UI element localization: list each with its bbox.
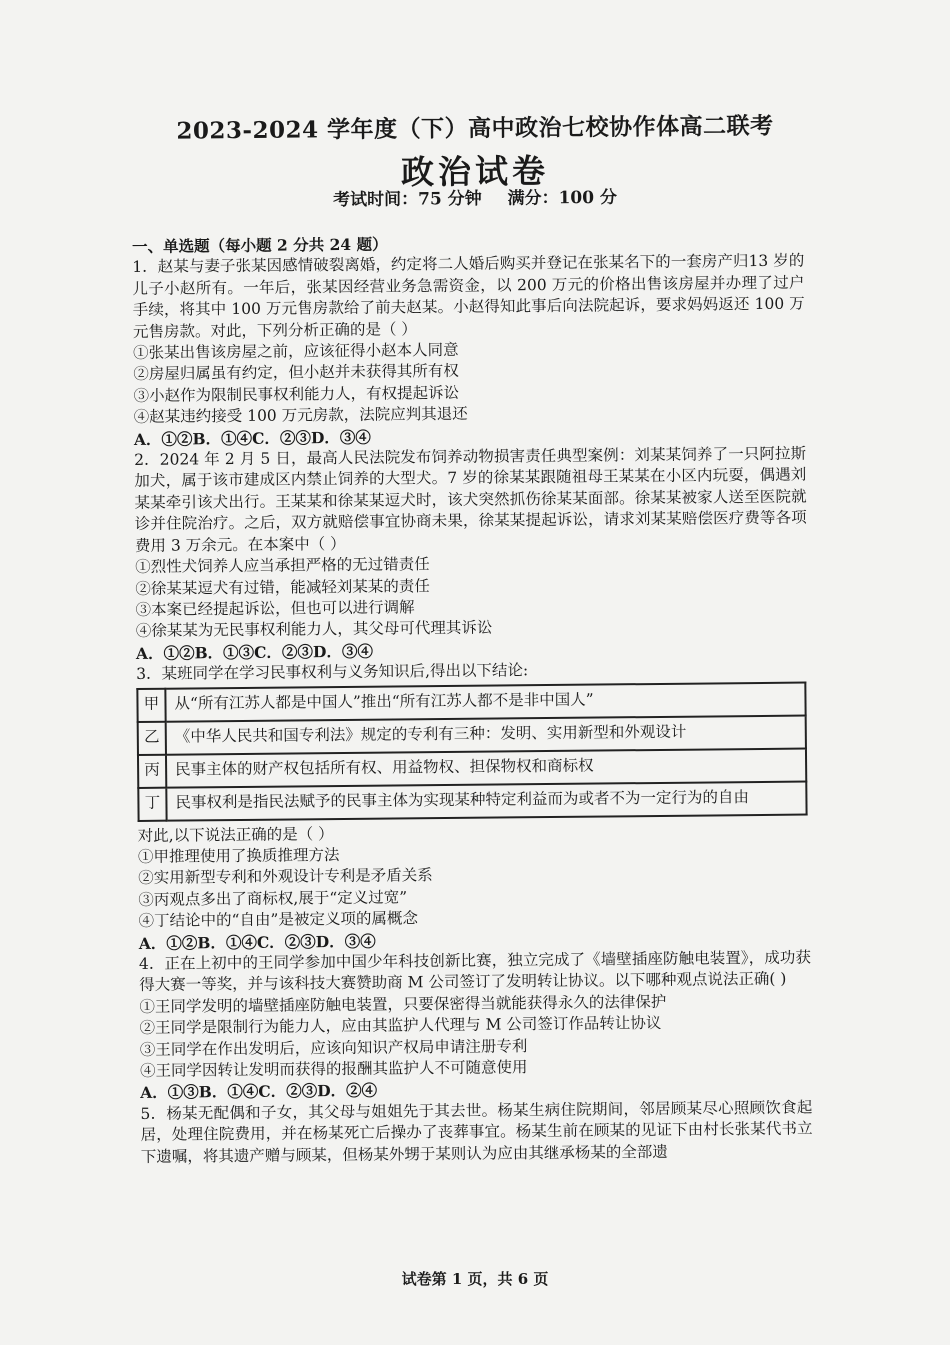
question-4-stem: 4．正在上初中的王同学参加中国少年科技创新比赛，独立完成了《墙壁插座防触电装置》，成功获得大赛一等奖，并与该科技大赛赞助商 M 公司签订了发明转让协议。以下哪种观点说法正确( ) [138, 948, 812, 995]
table-row-label: 甲 [137, 688, 165, 721]
question-2-option-3: ③本案已经提起诉讼，但也可以进行调解 [135, 598, 415, 619]
question-1-option-1: ①张某出售该房屋之前，应该征得小赵本人同意 [133, 340, 459, 363]
table-row-text: 民事权利是指民法赋予的民事主体为实现某种特定利益而为或者不为一定行为的自由 [166, 781, 806, 820]
question-3-option-1: ①甲推理使用了换质推理方法 [137, 845, 340, 866]
section-title: 一、单选题（每小题 2 分共 24 题） [132, 234, 388, 256]
question-4-option-2: ②王同学是限制行为能力人，应由其监护人代理与 M 公司签订作品转让协议 [139, 1014, 662, 1038]
table-row-text: 民事主体的财产权包括所有权、用益物权、担保物权和商标权 [166, 748, 806, 787]
table-row-label: 乙 [138, 721, 166, 754]
question-3-table [136, 681, 807, 821]
question-3-stem: 3．某班同学在学习民事权利与义务知识后,得出以下结论: [136, 661, 529, 684]
question-3-option-4: ④丁结论中的“自由”是被定义项的属概念 [138, 909, 419, 931]
question-1-option-4: ④赵某违约接受 100 万元房款，法院应判其退还 [133, 405, 468, 427]
question-4-answers: A．①③B．①④C．②③D．②④ [140, 1081, 378, 1103]
question-3-prompt: 对此,以下说法正确的是（ ） [137, 824, 334, 845]
question-1-option-3: ③小赵作为限制民事权利能力人，有权提起诉讼 [133, 383, 460, 405]
question-2-stem: 2．2024 年 2 月 5 日，最高人民法院发布饲养动物损害责任典型案例：刘某某饲养了一只阿拉斯加犬，属于该市建成区内禁止饲养的大型犬。7 岁的徐某某跟随祖母王某某在小区内玩耍，偶遇刘某某牵引该犬出行。王某某和徐某某逗犬时，该犬突然抓伤徐某某面部。徐某某被家人送至医院就诊并住院治疗。之后，双方就赔偿事宜协商未果，徐某某提起诉讼，请求刘某某赔偿医疗费等各项费用 3 万余元。在本案中（ ） [134, 444, 807, 555]
question-2-option-4: ④徐某某为无民事权利能力人，其父母可代理其诉讼 [135, 618, 493, 641]
question-5-stem: 5．杨某无配偶和子女，其父母与姐姐先于其去世。杨某生病住院期间，邻居顾某尽心照顾饮食起居，处理住院费用，并在杨某死亡后操办了丧葬事宜。杨某生前在顾某的见证下由村长张某代书立下遗嘱，将其遗产赠与顾某，但杨某外甥于某则认为应由其继承杨某的全部遗 [140, 1098, 813, 1166]
question-3-answers: A．①②B．①④C．②③D．③④ [138, 931, 376, 953]
question-1-stem: 1．赵某与妻子张某因感情破裂离婚，约定将二人婚后购买并登记在张某名下的一套房产归13 岁的儿子小赵所有。一年后，张某因经营业务急需资金，以 200 万元的价格出售该房屋并办理了过户手续，将其中 100 万元售房款给了前夫赵某。小赵得知此事后向法院起诉，要求妈妈返还 100 万元售房款。对此，下列分析正确的是（ ） [132, 251, 805, 341]
question-4-option-4: ④王同学因转让发明而获得的报酬其监护人不可随意使用 [139, 1058, 528, 1080]
exam-header-line: 2023-2024 学年度（下）高中政治七校协作体高二联考 [176, 112, 774, 145]
exam-title: 政治试卷 [400, 151, 550, 192]
question-2-option-1: ①烈性犬饲养人应当承担严格的无过错责任 [135, 555, 430, 577]
question-2-answers: A．①②B．①③C．②③D．③④ [135, 641, 373, 663]
table-row [138, 781, 806, 820]
exam-content [132, 230, 813, 1168]
question-1-option-2: ②房屋归属虽有约定，但小赵并未获得其所有权 [133, 362, 459, 384]
question-4-option-3: ③王同学在作出发明后，应该向知识产权局申请注册专利 [139, 1036, 528, 1059]
table-row-label: 丁 [138, 787, 166, 820]
question-4-option-1: ①王同学发明的墙壁插座防触电装置，只要保密得当就能获得永久的法律保护 [139, 992, 667, 1016]
page-footer: 试卷第 1 页，共 6 页 [401, 1270, 549, 1288]
question-3-option-2: ②实用新型专利和外观设计专利是矛盾关系 [138, 866, 433, 888]
exam-time: 考试时间：75 分钟 [332, 188, 482, 211]
question-2-option-2: ②徐某某逗犬有过错，能减轻刘某某的责任 [135, 576, 430, 598]
table-row-text: 《中华人民共和国专利法》规定的专利有三种：发明、实用新型和外观设计 [166, 715, 806, 754]
table-row-text: 从“所有江苏人都是中国人”推出“所有江苏人都不是非中国人” [165, 682, 805, 721]
table-row-label: 丙 [138, 754, 166, 787]
question-3-option-3: ③丙观点多出了商标权,展于“定义过宽” [138, 888, 408, 909]
exam-score: 满分：100 分 [507, 187, 618, 209]
question-1-answers: A．①②B．①④C．②③D．③④ [133, 427, 371, 449]
